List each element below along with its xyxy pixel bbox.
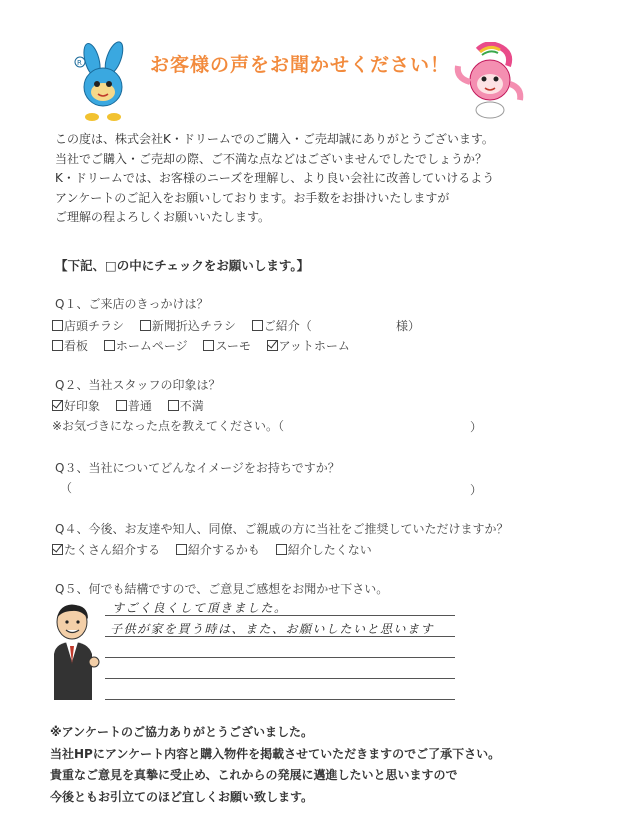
q4-option-no[interactable]: 紹介したくない xyxy=(276,541,372,558)
q2-option-dissatisfied[interactable]: 不満 xyxy=(168,397,204,414)
closing-line: 貴重なご意見を真摯に受止め、これからの発展に邁進したいと思いますので xyxy=(50,768,458,782)
checkbox[interactable] xyxy=(104,340,115,351)
checkbox[interactable] xyxy=(116,400,127,411)
q1-option-storefront-flyer[interactable]: 店頭チラシ xyxy=(52,317,124,334)
checkbox[interactable] xyxy=(203,340,214,351)
q4-option-many[interactable]: たくさん紹介する xyxy=(52,541,160,558)
q2-options xyxy=(52,397,216,414)
checkbox[interactable] xyxy=(140,320,151,331)
q1-options-row1 xyxy=(52,317,324,334)
checkbox[interactable] xyxy=(276,544,287,555)
q3-answer-close: ） xyxy=(470,483,483,497)
checkbox[interactable] xyxy=(168,400,179,411)
q1-option-suumo[interactable]: スーモ xyxy=(203,337,250,354)
staff-person-icon xyxy=(48,602,100,700)
q1-option-athome[interactable]: アットホーム xyxy=(267,337,350,354)
intro-line: アンケートのご記入をお願いしております。お手数をお掛けいたしますが xyxy=(55,190,450,205)
checkbox-checked[interactable] xyxy=(52,544,63,555)
q2-option-normal[interactable]: 普通 xyxy=(116,397,152,414)
q3-answer-open[interactable]: （ xyxy=(60,481,73,495)
checkbox[interactable] xyxy=(52,320,63,331)
checkbox-checked[interactable] xyxy=(52,400,63,411)
blue-rabbit-mascot-icon xyxy=(70,40,140,125)
intro-line: K・ドリームでは、お客様のニーズを理解し、より良い会社に改善していけるよう xyxy=(55,171,495,185)
q4-question: Q４、今後、お友達や知人、同僚、ご親戚の方に当社をご推奨していただけますか？ xyxy=(55,522,509,536)
checkbox[interactable] xyxy=(252,320,263,331)
closing-line: 今後ともお引立てのほど宜しくお願い致します。 xyxy=(50,789,314,804)
svg-text:R: R xyxy=(77,59,82,67)
closing-message xyxy=(50,722,500,808)
pink-mascot-icon xyxy=(450,42,528,122)
q2-question: Q２、当社スタッフの印象は？ xyxy=(55,378,221,392)
answer-underline xyxy=(105,678,455,679)
checkbox-checked[interactable] xyxy=(267,340,278,351)
intro-line: 当社でご購入・ご売却の際、ご不満な点などはございませんでしたでしょうか？ xyxy=(55,151,488,166)
page-title: お客様の声をお聞かせください！ xyxy=(150,54,451,76)
intro-line: ご理解の程よろしくお願いいたします。 xyxy=(55,210,271,224)
q2-note: ※お気づきになった点を教えてください。（ xyxy=(52,419,285,433)
q5-handwritten-answer-line: すごく良くして頂きました。 xyxy=(112,601,288,615)
q4-option-maybe[interactable]: 紹介するかも xyxy=(176,541,260,558)
q1-question: Q１、ご来店のきっかけは？ xyxy=(55,297,209,311)
q1-option-homepage[interactable]: ホームページ xyxy=(104,337,188,354)
q5-question: Q５、何でも結構ですので、ご意見ご感想をお聞かせ下さい。 xyxy=(55,582,389,596)
q2-option-good[interactable]: 好印象 xyxy=(52,397,100,414)
checkbox[interactable] xyxy=(176,544,187,555)
closing-line: 当社HPにアンケート内容と購入物件を掲載させていただきますのでご了承下さい。 xyxy=(50,746,501,761)
q5-handwritten-answer-line: 子供が家を買う時は、また、お願いしたいと思います xyxy=(110,622,435,636)
intro-text xyxy=(55,130,494,228)
q1-option-referral[interactable]: ご紹介（ xyxy=(252,317,312,334)
q3-question: Q３、当社についてどんなイメージをお持ちですか？ xyxy=(55,461,340,475)
q1-referral-suffix: 様） xyxy=(396,319,421,333)
q2-note-close: ） xyxy=(470,420,483,434)
q1-option-signboard[interactable]: 看板 xyxy=(52,337,88,354)
instruction-heading: 【下記、□の中にチェックをお願いします。】 xyxy=(55,258,310,273)
checkbox[interactable] xyxy=(52,340,63,351)
answer-underline xyxy=(105,699,455,700)
intro-line: この度は、株式会社K・ドリームでのご購入・ご売却誠にありがとうございます。 xyxy=(55,132,494,146)
q1-options-row2 xyxy=(52,337,362,354)
closing-line: ※アンケートのご協力ありがとうございました。 xyxy=(50,725,313,739)
q1-option-newspaper-insert[interactable]: 新聞折込チラシ xyxy=(140,317,236,334)
answer-underline xyxy=(105,657,455,658)
q4-options xyxy=(52,541,384,558)
